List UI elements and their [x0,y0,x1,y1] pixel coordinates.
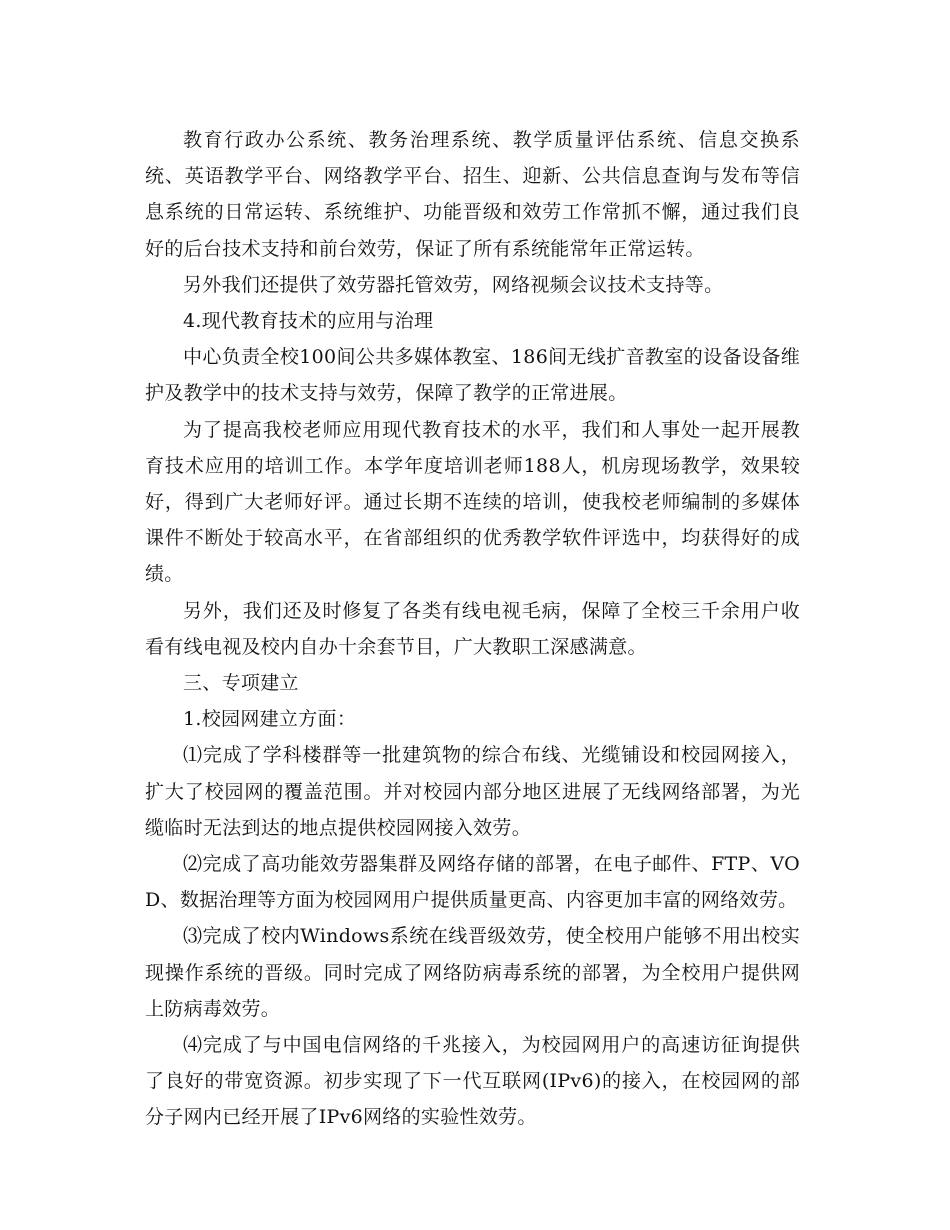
paragraph-teacher-training: 为了提高我校老师应用现代教育技术的水平，我们和人事处一起开展教育技术应用的培训工作。本学年度培训老师188人，机房现场教学，效果较好，得到广大老师好评。通过长期不连续的培训，使我校老师编制的多媒体课件不断处于较高水平，在省部组织的优秀教学软件评选中，均获得好的成绩。 [145,418,800,586]
paragraph-system-maintenance: 教育行政办公系统、教务治理系统、教学质量评估系统、信息交换系统、英语教学平台、网络教学平台、招生、迎新、公共信息查询与发布等信息系统的日常运转、系统维护、功能晋级和效劳工作常抓不懈，通过我们良好的后台技术支持和前台效劳，保证了所有系统能常年正常运转。 [145,129,800,260]
section-heading-special-projects: 三、专项建立 [183,672,299,695]
subheading-campus-network: 1.校园网建立方面： [183,708,357,731]
section-heading-education-technology: 4.现代教育技术的应用与治理 [183,310,434,333]
list-item-gigabit-ipv6: ⑷完成了与中国电信网络的千兆接入，为校园网用户的高速访征询提供了良好的带宽资源。初步实现了下一代互联网(IPv6)的接入，在校园网的部分子网内已经开展了IPv6网络的实验性效劳。 [145,1034,800,1129]
document-body [145,122,800,1136]
paragraph-multimedia-classrooms: 中心负责全校100间公共多媒体教室、186间无线扩音教室的设备设备维护及教学中的技术支持与效劳，保障了教学的正常进展。 [145,346,800,405]
list-item-cabling: ⑴完成了学科楼群等一批建筑物的综合布线、光缆铺设和校园网接入，扩大了校园网的覆盖范围。并对校园内部分地区进展了无线网络部署，为光缆临时无法到达的地点提供校园网接入效劳。 [145,744,800,839]
paragraph-cable-tv: 另外，我们还及时修复了各类有线电视毛病，保障了全校三千余用户收看有线电视及校内自办十余套节目，广大教职工深感满意。 [145,599,800,658]
paragraph-server-hosting: 另外我们还提供了效劳器托管效劳，网络视频会议技术支持等。 [183,273,724,296]
list-item-windows-update: ⑶完成了校内Windows系统在线晋级效劳，使全校用户能够不用出校实现操作系统的晋级。同时完成了网络防病毒系统的部署，为全校用户提供网上防病毒效劳。 [145,925,800,1020]
list-item-server-cluster: ⑵完成了高功能效劳器集群及网络存储的部署，在电子邮件、FTP、VOD、数据治理等方面为校园网用户提供质量更高、内容更加丰富的网络效劳。 [145,853,800,912]
